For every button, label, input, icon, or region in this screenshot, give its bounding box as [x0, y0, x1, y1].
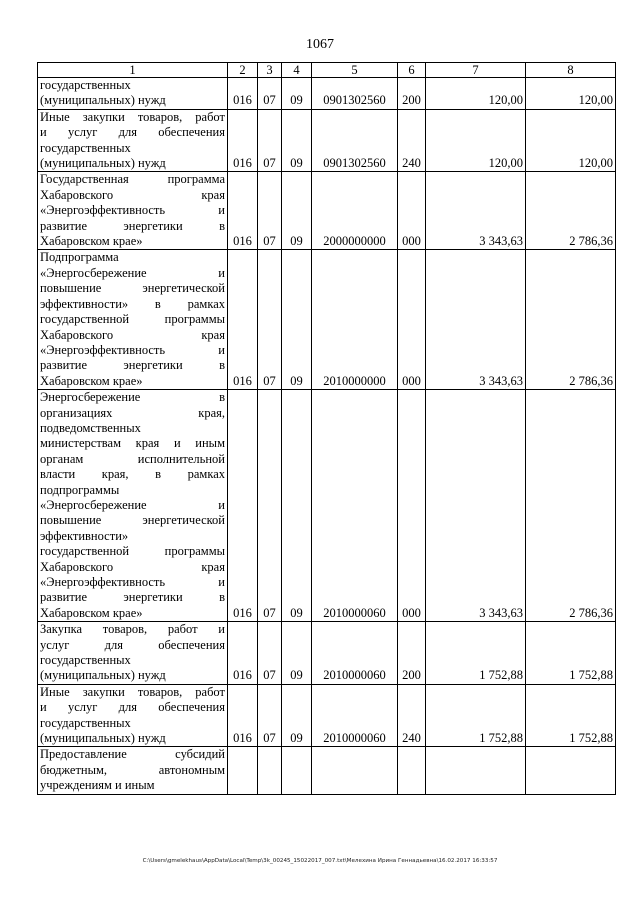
- description-line: «Энергоэффективность и: [40, 203, 225, 218]
- description-line: повышение энергетической: [40, 281, 225, 296]
- amount-cell: 1 752,88: [526, 622, 616, 685]
- target-article-cell: 2010000060: [312, 684, 398, 747]
- description-line: Хабаровского края: [40, 187, 225, 202]
- description-line: (муниципальных) нужд: [40, 156, 166, 171]
- amount-cell: 120,00: [426, 78, 526, 110]
- budget-table: [37, 62, 616, 795]
- description-line: развитие энергетики в: [40, 358, 225, 373]
- description-line: государственной программы: [40, 544, 225, 559]
- table-row: [38, 747, 616, 794]
- table-row: [38, 622, 616, 685]
- table-row: [38, 390, 616, 622]
- table-row: [38, 684, 616, 747]
- amount-cell: [426, 747, 526, 794]
- section-code-cell: 07: [258, 109, 282, 172]
- ministry-code-cell: 016: [228, 250, 258, 390]
- description-line: Хабаровского края: [40, 559, 225, 574]
- row-description: [38, 78, 228, 110]
- subsection-code-cell: 09: [282, 250, 312, 390]
- expense-type-cell: 000: [398, 172, 426, 250]
- section-code-cell: 07: [258, 250, 282, 390]
- description-line: и услуг для обеспечения: [40, 125, 225, 140]
- target-article-cell: 2010000000: [312, 250, 398, 390]
- description-line: «Энергосбережение и: [40, 265, 225, 280]
- subsection-code-cell: 09: [282, 109, 312, 172]
- column-header: 3: [258, 63, 282, 78]
- subsection-code-cell: [282, 747, 312, 794]
- description-line: эффективности»: [40, 528, 129, 543]
- column-header: 6: [398, 63, 426, 78]
- ministry-code-cell: 016: [228, 78, 258, 110]
- description-line: эффективности» в рамках: [40, 296, 225, 311]
- section-code-cell: [258, 747, 282, 794]
- description-line: Хабаровском крае»: [40, 234, 143, 249]
- subsection-code-cell: 09: [282, 390, 312, 622]
- section-code-cell: 07: [258, 390, 282, 622]
- amount-cell: 1 752,88: [426, 622, 526, 685]
- amount-cell: 2 786,36: [526, 390, 616, 622]
- section-code-cell: 07: [258, 172, 282, 250]
- table-row: [38, 172, 616, 250]
- description-line: государственных: [40, 78, 131, 92]
- description-line: подпрограммы: [40, 482, 120, 497]
- ministry-code-cell: 016: [228, 109, 258, 172]
- description-line: бюджетным, автономным: [40, 762, 225, 777]
- amount-cell: 3 343,63: [426, 250, 526, 390]
- description-line: «Энергоэффективность и: [40, 575, 225, 589]
- description-line: министерствам края и иным: [40, 436, 225, 451]
- section-code-cell: 07: [258, 684, 282, 747]
- description-line: Хабаровском крае»: [40, 605, 143, 620]
- column-header: 1: [38, 63, 228, 78]
- target-article-cell: 2010000060: [312, 390, 398, 622]
- description-line: государственных: [40, 140, 131, 155]
- amount-cell: 120,00: [526, 78, 616, 110]
- subsection-code-cell: 09: [282, 684, 312, 747]
- table-body: [38, 78, 616, 795]
- description-line: организациях края,: [40, 405, 225, 420]
- table-row: [38, 78, 616, 110]
- description-line: Иные закупки товаров, работ: [40, 109, 225, 124]
- target-article-cell: 0901302560: [312, 78, 398, 110]
- amount-cell: 3 343,63: [426, 172, 526, 250]
- description-line: Энергосбережение в: [40, 390, 225, 405]
- description-line: (муниципальных) нужд: [40, 668, 166, 683]
- description-line: Подпрограмма: [40, 250, 119, 265]
- target-article-cell: [312, 747, 398, 794]
- subsection-code-cell: 09: [282, 172, 312, 250]
- row-description: [38, 684, 228, 747]
- description-line: (муниципальных) нужд: [40, 731, 166, 746]
- expense-type-cell: 200: [398, 622, 426, 685]
- ministry-code-cell: 016: [228, 684, 258, 747]
- expense-type-cell: 240: [398, 109, 426, 172]
- amount-cell: 3 343,63: [426, 390, 526, 622]
- description-line: государственной программы: [40, 312, 225, 327]
- row-description: [38, 747, 228, 794]
- table-header-row: [38, 63, 616, 78]
- description-line: и услуг для обеспечения: [40, 700, 225, 715]
- description-line: «Энергосбережение и: [40, 497, 225, 512]
- page-number: 1067: [306, 37, 334, 52]
- section-code-cell: 07: [258, 622, 282, 685]
- description-line: развитие энергетики в: [40, 590, 225, 605]
- description-line: государственных: [40, 715, 131, 730]
- file-path-footer: C:\Users\gmelekhaus\AppData\Local\Temp\3k_00245_15022017_007.txt\Мелехина Ирина Геннадьевна\16.02.2017 16:33:57: [142, 858, 498, 864]
- row-description: [38, 172, 228, 250]
- description-line: Предоставление субсидий: [40, 747, 225, 762]
- target-article-cell: 2000000000: [312, 172, 398, 250]
- description-line: органам исполнительной: [40, 451, 225, 466]
- expense-type-cell: 200: [398, 78, 426, 110]
- subsection-code-cell: 09: [282, 622, 312, 685]
- table-row: [38, 250, 616, 390]
- description-line: Иные закупки товаров, работ: [40, 684, 225, 699]
- amount-cell: [526, 747, 616, 794]
- ministry-code-cell: 016: [228, 390, 258, 622]
- table-row: [38, 109, 616, 172]
- description-line: власти края, в рамках: [40, 467, 225, 482]
- ministry-code-cell: 016: [228, 622, 258, 685]
- amount-cell: 2 786,36: [526, 172, 616, 250]
- expense-type-cell: 000: [398, 250, 426, 390]
- section-code-cell: 07: [258, 78, 282, 110]
- column-header: 7: [426, 63, 526, 78]
- amount-cell: 120,00: [426, 109, 526, 172]
- expense-type-cell: [398, 747, 426, 794]
- description-line: «Энергоэффективность и: [40, 342, 225, 357]
- description-line: развитие энергетики в: [40, 218, 225, 233]
- description-line: Государственная программа: [40, 172, 225, 187]
- description-line: (муниципальных) нужд: [40, 93, 166, 108]
- row-description: [38, 109, 228, 172]
- description-line: учреждениям и иным: [40, 778, 155, 793]
- description-line: услуг для обеспечения: [40, 637, 225, 652]
- amount-cell: 1 752,88: [426, 684, 526, 747]
- amount-cell: 120,00: [526, 109, 616, 172]
- expense-type-cell: 240: [398, 684, 426, 747]
- description-line: государственных: [40, 653, 131, 668]
- target-article-cell: 0901302560: [312, 109, 398, 172]
- description-line: подведомственных: [40, 420, 141, 435]
- ministry-code-cell: 016: [228, 172, 258, 250]
- subsection-code-cell: 09: [282, 78, 312, 110]
- amount-cell: 1 752,88: [526, 684, 616, 747]
- column-header: 2: [228, 63, 258, 78]
- column-header: 8: [526, 63, 616, 78]
- target-article-cell: 2010000060: [312, 622, 398, 685]
- description-line: Хабаровского края: [40, 327, 225, 342]
- column-header: 4: [282, 63, 312, 78]
- ministry-code-cell: [228, 747, 258, 794]
- description-line: повышение энергетической: [40, 513, 225, 528]
- column-header: 5: [312, 63, 398, 78]
- expense-type-cell: 000: [398, 390, 426, 622]
- row-description: [38, 622, 228, 685]
- amount-cell: 2 786,36: [526, 250, 616, 390]
- description-line: Закупка товаров, работ и: [40, 622, 225, 637]
- row-description: [38, 250, 228, 390]
- description-line: Хабаровском крае»: [40, 373, 143, 388]
- row-description: [38, 390, 228, 622]
